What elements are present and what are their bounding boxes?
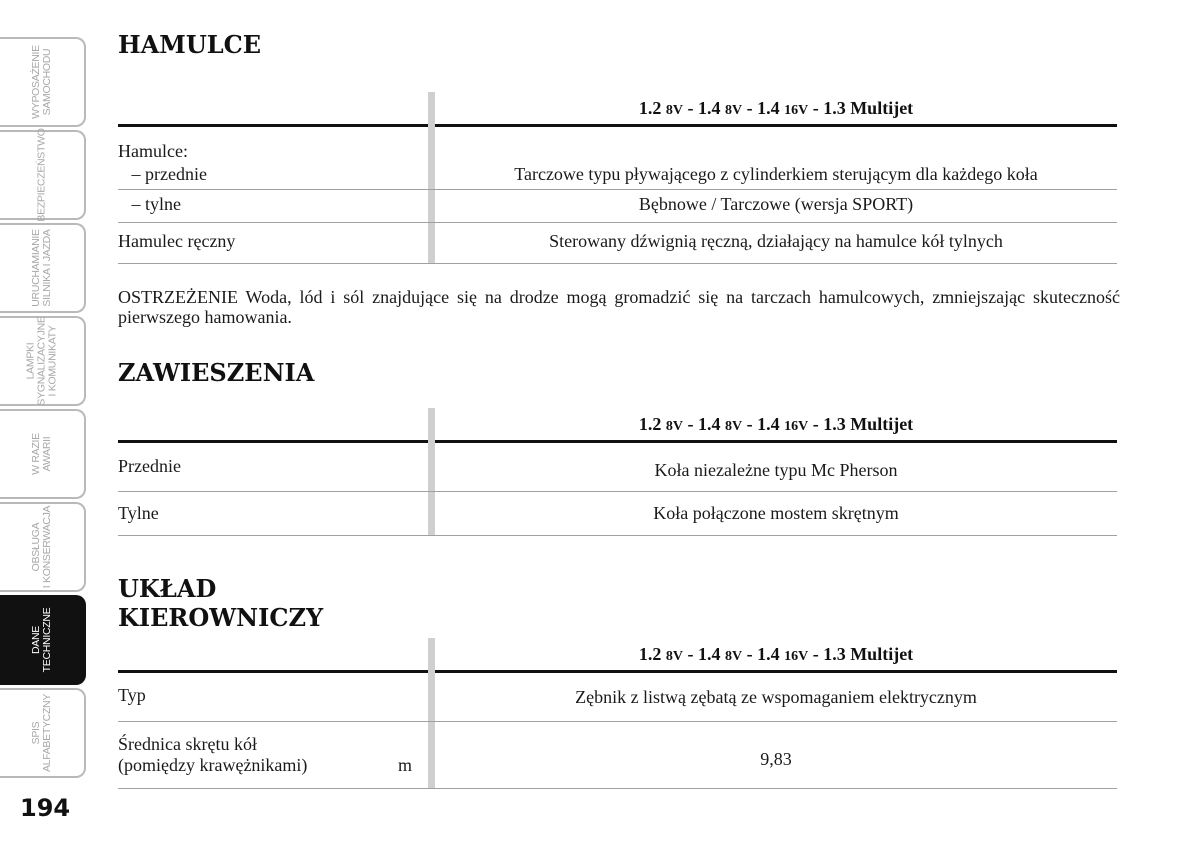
tab-label: SPIS ALFABETYCZNY (30, 693, 53, 773)
table-header (118, 638, 1117, 670)
table-header (118, 92, 1117, 124)
tab-lampki[interactable] (0, 316, 86, 406)
section-title-brakes: HAMULCE (118, 30, 262, 59)
steering-table (118, 638, 1117, 789)
brakes-table (118, 92, 1117, 264)
table-row (118, 160, 1117, 190)
table-row (118, 223, 1117, 264)
tab-label: LAMPKI SYGNALIZACYJNE I KOMUNIKATY (24, 316, 59, 406)
tab-obsluga[interactable] (0, 502, 86, 592)
warning-note: OSTRZEŻENIE Woda, lód i sól znajdujące się na drodze mogą gromadzić się na tarczach hamulcowych, zmniejszając skuteczność pierwszego hamowania. (118, 287, 1120, 327)
tab-spis[interactable] (0, 688, 86, 778)
row-value: Sterowany dźwignią ręczną, działający na hamulce kół tylnych (549, 231, 1003, 251)
table-row (118, 127, 1117, 160)
section-title-steering: UKŁAD (118, 574, 217, 603)
section-tabs (0, 37, 90, 781)
row-label: Przednie (118, 456, 181, 476)
tab-uruchamianie[interactable] (0, 223, 86, 313)
tab-bezpieczenstwo[interactable] (0, 130, 86, 220)
tab-label: URUCHAMIANIE SILNIKA I JAZDA (30, 229, 53, 307)
table-row (118, 190, 1117, 223)
table-row (118, 443, 1117, 492)
tab-dane-techniczne[interactable] (0, 595, 86, 685)
row-label: – przednie (118, 164, 207, 184)
row-value: Zębnik z listwą zębatą ze wspomaganiem elektrycznym (575, 687, 977, 707)
row-label: Tylne (118, 503, 159, 523)
section-title-steering-line2: KIEROWNICZY (118, 603, 324, 632)
row-value: 9,83 (760, 749, 792, 769)
tab-wyposazenie[interactable] (0, 37, 86, 127)
table-row (118, 673, 1117, 722)
row-value: Bębnowe / Tarczowe (wersja SPORT) (638, 194, 914, 214)
row-value: Koła połączone mostem skrętnym (653, 503, 899, 523)
row-label: Hamulec ręczny (118, 231, 236, 251)
tab-label: W RAZIE AWARII (30, 433, 53, 475)
suspension-table (118, 408, 1117, 536)
tab-label: DANE TECHNICZNE (30, 607, 53, 673)
row-unit: m (398, 755, 413, 775)
engine-header: 1.2 8V - 1.4 8V - 1.4 16V - 1.3 Multijet (638, 414, 914, 434)
tab-label: WYPOSAŻENIE SAMOCHODU (30, 45, 53, 119)
row-value: Koła niezależne typu Mc Pherson (654, 460, 898, 480)
table-row (118, 722, 1117, 789)
row-label: – tylne (118, 194, 181, 214)
row-value: Tarczowe typu pływającego z cylinderkiem sterującym dla każdego koła (514, 164, 1038, 184)
section-title-suspension: ZAWIESZENIA (118, 358, 315, 387)
tab-awarii[interactable] (0, 409, 86, 499)
row-label: Średnica skrętu kół (pomiędzy krawężnikami) (118, 734, 308, 775)
page-number: 194 (20, 794, 71, 822)
row-label: Typ (118, 685, 146, 705)
table-header (118, 408, 1117, 440)
table-row (118, 492, 1117, 536)
engine-header: 1.2 8V - 1.4 8V - 1.4 16V - 1.3 Multijet (638, 98, 914, 118)
engine-header: 1.2 8V - 1.4 8V - 1.4 16V - 1.3 Multijet (638, 644, 914, 664)
tab-label: OBSŁUGA I KONSERWACJA (30, 505, 53, 589)
row-label: Hamulce: (118, 141, 188, 161)
tab-label: BEZPIECZEŃSTWO (35, 128, 48, 222)
